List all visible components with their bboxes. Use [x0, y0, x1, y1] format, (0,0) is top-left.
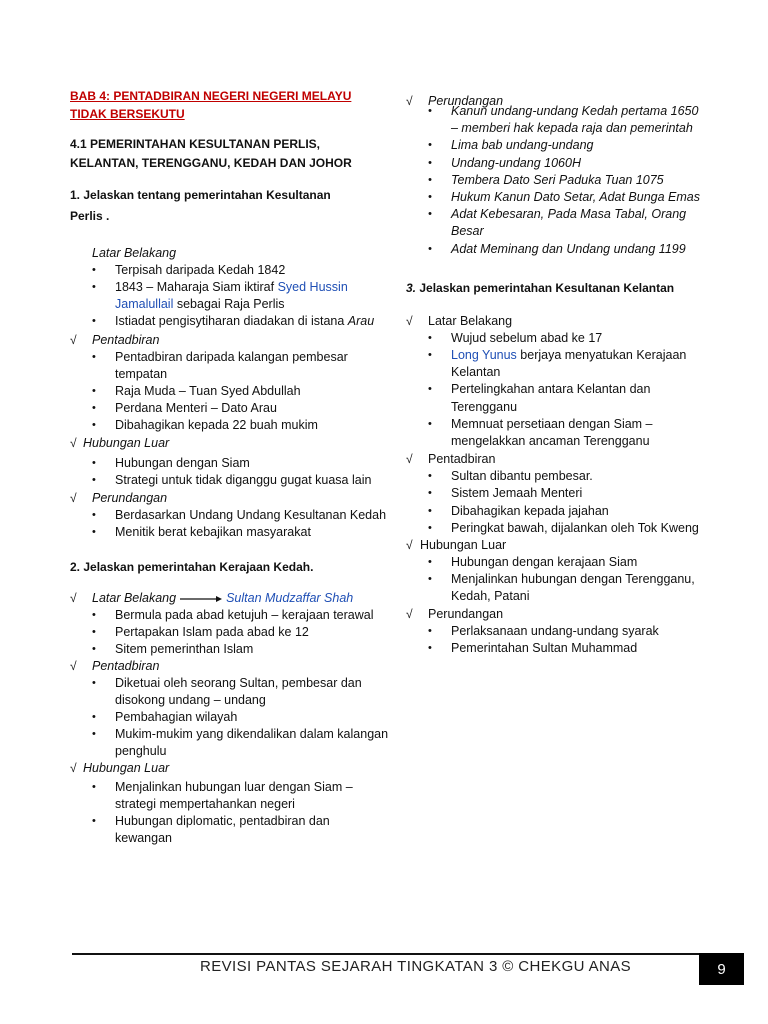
- list-item: • Hukum Kanun Dato Setar, Adat Bunga Emas: [428, 189, 706, 206]
- section-heading: Perundangan: [428, 94, 504, 108]
- chapter-title-line-2: TIDAK BERSEKUTU: [70, 107, 185, 121]
- list-item: • Hubungan diplomatic, pentadbiran dan kewangan: [92, 813, 390, 847]
- section-heading: Pentadbiran: [428, 452, 496, 467]
- section-heading: Perundangan: [428, 606, 504, 621]
- list-item: • Undang-undang 1060H: [428, 155, 706, 172]
- chapter-title: [70, 87, 390, 123]
- place-name: Arau: [347, 314, 375, 328]
- list-item: • Pemerintahan Sultan Muhammad: [428, 640, 706, 657]
- section-heading: Latar Belakang: [92, 246, 177, 260]
- list-item: • Adat Meminang dan Undang undang 1199: [428, 241, 706, 258]
- list-item-text: Istiadat pengisytiharan diadakan di istana: [115, 314, 348, 328]
- highlighted-name: Syed Hussin Jamalullail: [115, 280, 348, 311]
- list-item: • Hubungan dengan kerajaan Siam: [428, 554, 706, 571]
- question-1-line-1: 1. Jelaskan tentang pemerintahan Kesultanan: [70, 188, 331, 202]
- check-mark-icon: √: [70, 761, 77, 775]
- list-item: • Kanun undang-undang Kedah pertama 1650 – memberi hak kepada raja dan pemerintah: [428, 103, 706, 137]
- section-heading: Latar Belakang: [428, 313, 513, 328]
- subsection-heading: [70, 135, 390, 173]
- list-item: • Sistem Jemaah Menteri: [428, 485, 706, 502]
- question-2-title: 2. Jelaskan pemerintahan Kerajaan Kedah.: [70, 560, 314, 574]
- section-heading: Hubungan Luar: [83, 761, 170, 775]
- question-1-title: [70, 185, 390, 227]
- list-item: • Menjalinkan hubungan dengan Terengganu, Kedah, Patani: [428, 571, 706, 605]
- q1-section-latar-belakang: [70, 245, 390, 330]
- list-item-text: sebagai Raja Perlis: [173, 297, 285, 311]
- q3-section-perundangan: [406, 606, 706, 657]
- page-number: 9: [717, 960, 726, 978]
- question-1-line-2: Perlis .: [70, 209, 110, 223]
- list-item: • Pentadbiran daripada kalangan pembesar tempatan: [92, 349, 390, 383]
- right-column: [406, 83, 706, 657]
- question-3-number: 3.: [406, 280, 417, 295]
- q2-section-hubungan-luar: [70, 760, 390, 847]
- q2-section-pentadbiran: [70, 658, 390, 760]
- section-heading: Hubungan Luar: [420, 538, 507, 553]
- q2-section-perundangan: [406, 83, 706, 258]
- section-heading: [92, 590, 353, 607]
- list-item: • Tembera Dato Seri Paduka Tuan 1075: [428, 172, 706, 189]
- subsection-heading-line-2: KELANTAN, TERENGGANU, KEDAH DAN JOHOR: [70, 156, 352, 170]
- q3-section-hubungan-luar: [406, 537, 706, 606]
- highlighted-name: Sultan Mudzaffar Shah: [226, 591, 354, 605]
- section-heading: Perundangan: [92, 491, 168, 505]
- q1-section-hubungan-luar: [70, 435, 390, 489]
- list-item: [92, 313, 390, 330]
- list-item: • Dibahagikan kepada jajahan: [428, 503, 706, 520]
- list-item: • Mukim-mukim yang dikendalikan dalam kalangan penghulu: [92, 726, 390, 760]
- list-item: • Raja Muda – Tuan Syed Abdullah: [92, 383, 390, 400]
- check-mark-icon: √: [406, 313, 413, 328]
- arrow-right-icon: [180, 595, 222, 603]
- section-heading-text: Latar Belakang: [92, 591, 177, 605]
- list-item: • Pembahagian wilayah: [92, 709, 390, 726]
- check-mark-icon: √: [406, 94, 413, 108]
- list-item: [92, 279, 390, 313]
- list-item: • Menitik berat kebajikan masyarakat: [92, 524, 390, 541]
- question-3-title: [406, 278, 706, 299]
- list-item: • Terpisah daripada Kedah 1842: [92, 262, 390, 279]
- q1-section-pentadbiran: [70, 332, 390, 434]
- q3-section-pentadbiran: [406, 451, 706, 537]
- list-item: • Pertelingkahan antara Kelantan dan Terengganu: [428, 381, 706, 415]
- list-item: • Peringkat bawah, dijalankan oleh Tok Kweng: [428, 520, 706, 537]
- check-mark-icon: √: [70, 436, 77, 450]
- section-heading: Pentadbiran: [92, 659, 160, 673]
- list-item: • Hubungan dengan Siam: [92, 455, 390, 472]
- page-number-badge: [699, 953, 744, 985]
- list-item: • Diketuai oleh seorang Sultan, pembesar dan disokong undang – undang: [92, 675, 390, 709]
- list-item: • Pertapakan Islam pada abad ke 12: [92, 624, 390, 641]
- check-mark-icon: √: [406, 606, 413, 621]
- chapter-title-line-1: BAB 4: PENTADBIRAN NEGERI NEGERI MELAYU: [70, 89, 352, 103]
- left-column: [70, 87, 390, 847]
- footer-text: REVISI PANTAS SEJARAH TINGKATAN 3 © CHEKGU ANAS: [200, 958, 632, 975]
- list-item: • Sitem pemerinthan Islam: [92, 641, 390, 658]
- list-item: • Dibahagikan kepada 22 buah mukim: [92, 417, 390, 434]
- list-item: • Lima bab undang-undang: [428, 137, 706, 154]
- check-mark-icon: √: [70, 333, 77, 347]
- list-item: • Sultan dibantu pembesar.: [428, 468, 706, 485]
- list-item-text: berjaya menyatukan Kerajaan Kelantan: [451, 348, 687, 380]
- list-item-text: 1843 – Maharaja Siam iktiraf: [115, 280, 278, 294]
- list-item: [428, 347, 706, 381]
- check-mark-icon: √: [70, 591, 77, 605]
- list-item: • Strategi untuk tidak diganggu gugat kuasa lain: [92, 472, 390, 489]
- list-item: • Wujud sebelum abad ke 17: [428, 330, 706, 347]
- list-item: • Berdasarkan Undang Undang Kesultanan Kedah: [92, 507, 390, 524]
- q2-section-latar-belakang: [70, 590, 390, 658]
- footer-divider: [72, 953, 699, 955]
- check-mark-icon: √: [70, 659, 77, 673]
- section-heading: Hubungan Luar: [83, 436, 170, 450]
- question-3-text: Jelaskan pemerintahan Kesultanan Kelantan: [416, 280, 675, 295]
- section-heading: Pentadbiran: [92, 333, 160, 347]
- check-mark-icon: √: [70, 491, 77, 505]
- check-mark-icon: √: [406, 538, 413, 553]
- highlighted-name: Long Yunus: [451, 348, 517, 363]
- list-item: • Memnuat persetiaan dengan Siam – mengelakkan ancaman Terengganu: [428, 416, 706, 450]
- list-item: • Menjalinkan hubungan luar dengan Siam – strategi mempertahankan negeri: [92, 779, 390, 813]
- subsection-heading-line-1: 4.1 PEMERINTAHAN KESULTANAN PERLIS,: [70, 137, 321, 151]
- list-item: • Perlaksanaan undang-undang syarak: [428, 623, 706, 640]
- q1-section-perundangan: [70, 490, 390, 541]
- list-item: • Adat Kebesaran, Pada Masa Tabal, Orang Besar: [428, 206, 706, 240]
- check-mark-icon: √: [406, 452, 413, 467]
- list-item: • Perdana Menteri – Dato Arau: [92, 400, 390, 417]
- q3-section-latar-belakang: [406, 313, 706, 450]
- list-item: • Bermula pada abad ketujuh – kerajaan terawal: [92, 607, 390, 624]
